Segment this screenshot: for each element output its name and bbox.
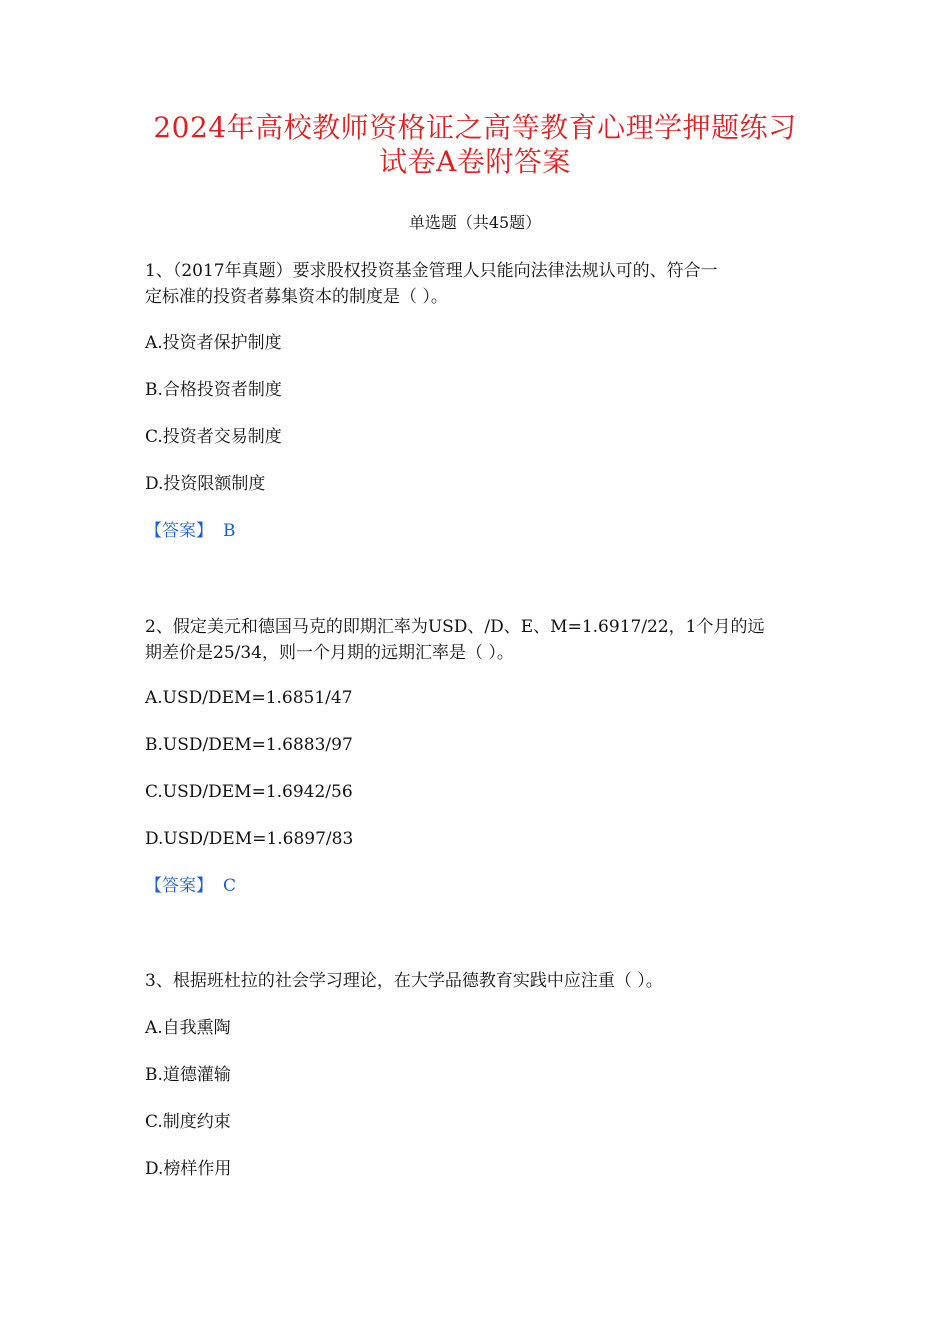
question-1-stem-line-1: 1、（2017年真题）要求股权投资基金管理人只能向法律法规认可的、符合一 bbox=[145, 261, 718, 281]
question-3-option-b: B.道德灌输 bbox=[145, 1065, 231, 1085]
question-2-option-a: A.USD/DEM=1.6851/47 bbox=[145, 688, 353, 708]
answer-value: C bbox=[223, 876, 237, 896]
question-1-stem-line-2: 定标准的投资者募集资本的制度是（ ）。 bbox=[145, 287, 448, 307]
question-2-answer bbox=[145, 873, 236, 899]
answer-label: 【答案】 bbox=[145, 876, 213, 896]
question-3-stem-line-1: 3、根据班杜拉的社会学习理论，在大学品德教育实践中应注重（ ）。 bbox=[145, 971, 663, 991]
document-title-line-1: 2024年高校教师资格证之高等教育心理学押题练习 bbox=[153, 111, 797, 144]
section-heading: 单选题（共45题） bbox=[408, 213, 542, 232]
question-1-option-a: A.投资者保护制度 bbox=[145, 333, 282, 353]
question-1-option-d: D.投资限额制度 bbox=[145, 474, 266, 494]
question-2-option-c: C.USD/DEM=1.6942/56 bbox=[145, 782, 353, 802]
question-1-option-b: B.合格投资者制度 bbox=[145, 380, 282, 400]
question-3-option-d: D.榜样作用 bbox=[145, 1159, 232, 1179]
question-2-option-b: B.USD/DEM=1.6883/97 bbox=[145, 735, 353, 755]
answer-value: B bbox=[223, 521, 236, 541]
question-1-option-c: C.投资者交易制度 bbox=[145, 427, 282, 447]
document-title-line-2: 试卷A卷附答案 bbox=[379, 145, 571, 178]
question-3-option-a: A.自我熏陶 bbox=[145, 1018, 231, 1038]
question-2-stem-line-1: 2、假定美元和德国马克的即期汇率为USD、/D、E、M=1.6917/22，1个月的远 bbox=[145, 617, 765, 637]
question-2-stem-line-2: 期差价是25/34，则一个月期的远期汇率是（ ）。 bbox=[145, 643, 514, 663]
question-1-answer bbox=[145, 518, 236, 544]
answer-label: 【答案】 bbox=[145, 521, 213, 541]
question-2-option-d: D.USD/DEM=1.6897/83 bbox=[145, 829, 354, 849]
question-3-option-c: C.制度约束 bbox=[145, 1112, 231, 1132]
